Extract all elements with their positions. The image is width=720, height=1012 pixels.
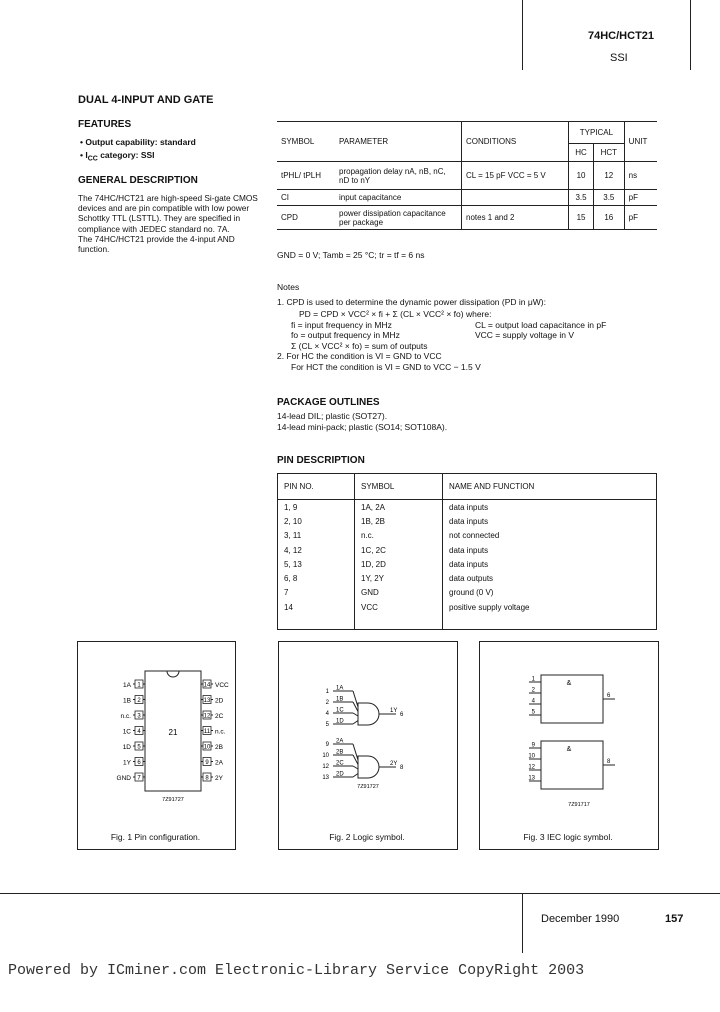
cell: pF — [624, 190, 657, 206]
pin-label: 1C — [122, 728, 131, 736]
pin-table — [277, 473, 657, 630]
cell: CI — [281, 193, 289, 202]
part-number: 74HC/HCT21 — [588, 30, 655, 42]
col-parameter: PARAMETER — [339, 137, 389, 146]
input-wire — [353, 691, 358, 707]
watermark-footer: Powered by ICminer.com Electronic-Library Service CopyRight 2003 — [8, 962, 585, 979]
pin-number: 4 — [325, 711, 329, 717]
cell: 1D, 2D — [355, 557, 443, 571]
chip-label: 21 — [168, 728, 178, 737]
cell: tPHL/ tPLH — [281, 171, 322, 180]
col-symbol: SYMBOL — [355, 474, 443, 500]
pin-label: 2D — [215, 697, 224, 705]
col-unit: UNIT — [624, 122, 657, 162]
feature-item: • Output capability: standard — [80, 137, 196, 147]
pin-label: 2D — [336, 771, 344, 778]
pin-number: 6 — [400, 712, 404, 718]
cell — [462, 190, 569, 206]
cell: 14 — [284, 602, 293, 612]
cell — [443, 614, 657, 629]
pin-number: 1 — [137, 682, 141, 689]
cell: 6, 8 — [284, 574, 298, 584]
cell: input capacitance — [339, 193, 402, 202]
pin-label: 1C — [336, 707, 344, 714]
table-row — [278, 529, 657, 543]
input-wire — [353, 766, 358, 769]
cell — [355, 614, 443, 629]
pin-label: n.c. — [120, 713, 131, 720]
cell: 3, 11 — [284, 531, 302, 541]
cell: 3.5 — [593, 190, 624, 206]
pin-number: 14 — [203, 682, 211, 689]
cell: VCC — [355, 600, 443, 614]
pin-number: 12 — [203, 713, 211, 720]
cell: GND — [355, 586, 443, 600]
family-label: SSI — [610, 52, 628, 64]
cell: positive supply voltage — [443, 600, 657, 614]
pin-label: 1D — [122, 744, 131, 751]
cell: data inputs — [443, 500, 657, 515]
header-rule-right — [690, 0, 691, 70]
fig3-caption: Fig. 3 IEC logic symbol. — [523, 832, 613, 842]
input-wire — [353, 713, 358, 716]
package-heading: PACKAGE OUTLINES — [277, 397, 380, 408]
table-row — [278, 543, 657, 557]
pin-label: 1Y — [390, 708, 398, 714]
cell: 2, 10 — [284, 516, 302, 526]
pin-label: 1D — [336, 718, 344, 725]
fig1-caption: Fig. 1 Pin configuration. — [110, 832, 201, 842]
cell: CL = 15 pF VCC = 5 V — [462, 162, 569, 190]
cell: ground (0 V) — [443, 586, 657, 600]
pin-number: 4 — [531, 698, 535, 705]
cell: data inputs — [443, 557, 657, 571]
bottom-rule — [0, 893, 720, 894]
package-line: 14-lead mini-pack; plastic (SO14; SOT108A). — [277, 422, 448, 432]
figure-code: 7Z91727 — [162, 797, 184, 803]
ic-notch — [167, 671, 179, 677]
cell: 7 — [284, 588, 289, 598]
pindesc-heading: PIN DESCRIPTION — [277, 455, 365, 466]
pin-number: 6 — [137, 760, 141, 766]
input-wire — [353, 774, 358, 778]
col-pin-no: PIN NO. — [284, 482, 314, 491]
pin-number: 13 — [322, 775, 329, 781]
cell: pF — [624, 206, 657, 230]
pin-label: 1A — [123, 682, 131, 689]
pin-number: 10 — [528, 753, 535, 760]
fig3-diagram — [479, 641, 657, 811]
pin-label: 1A — [336, 685, 344, 692]
col-hct: HCT — [593, 144, 624, 162]
and-symbol: & — [566, 746, 572, 753]
pin-number: 8 — [400, 765, 404, 771]
cell: 15 — [569, 206, 594, 230]
pin-number: 8 — [205, 775, 209, 782]
pin-number: 5 — [325, 722, 329, 728]
cell: 10 — [569, 162, 594, 190]
pin-label: GND — [116, 775, 131, 782]
cell: propagation delay nA, nB, nC, nD to nY — [339, 166, 446, 185]
general-heading: GENERAL DESCRIPTION — [78, 175, 198, 186]
and-gate — [358, 703, 379, 725]
spec-table — [277, 121, 657, 230]
pin-number: 10 — [203, 744, 211, 751]
cell: 1Y, 2Y — [355, 571, 443, 585]
pin-number: 10 — [322, 753, 329, 759]
table-row — [278, 600, 657, 614]
table-row — [278, 586, 657, 600]
cell: data inputs — [443, 543, 657, 557]
cell: ns — [624, 162, 657, 190]
pin-number: 1 — [325, 689, 329, 695]
general-description: The 74HC/HCT21 are high-speed Si-gate CMOS devices and are pin compatible with low power Schottky TTL (LSTTL). They are specified in compliance with JEDEC standard no. 7A. The 74HC/HCT21 provide the 4-input AND function. — [78, 193, 258, 255]
col-symbol: SYMBOL — [281, 137, 315, 146]
cell: CPD — [281, 213, 298, 222]
conditions-line: GND = 0 V; Tamb = 25 °C; tr = tf = 6 ns — [277, 250, 425, 260]
table-row — [278, 557, 657, 571]
cell: 1C, 2C — [355, 543, 443, 557]
feature-item: • $I_{CC}$ category: SSI — [80, 150, 155, 163]
cell — [278, 614, 355, 629]
col-hc: HC — [569, 144, 594, 162]
pin-number: 6 — [607, 693, 611, 699]
cell: 16 — [593, 206, 624, 230]
fig2-diagram — [278, 641, 456, 811]
pin-number: 5 — [531, 709, 535, 716]
col-conditions: CONDITIONS — [462, 122, 569, 162]
page-title: DUAL 4-INPUT AND GATE — [78, 94, 214, 106]
pin-number: 7 — [137, 775, 141, 782]
fig1-diagram — [77, 641, 234, 811]
cell: 1B, 2B — [355, 514, 443, 528]
cell: power dissipation capacitance per package — [339, 208, 446, 227]
pin-number: 3 — [137, 713, 141, 720]
pin-number: 12 — [322, 764, 329, 770]
input-wire — [353, 721, 358, 725]
pin-label: 2B — [336, 749, 344, 756]
figure-code: 7Z91727 — [357, 784, 379, 790]
pin-label: n.c. — [215, 728, 226, 736]
fig2-caption: Fig. 2 Logic symbol. — [329, 832, 405, 842]
cell: data outputs — [443, 571, 657, 585]
pin-label: 2C — [336, 760, 344, 767]
bottom-rule-vertical — [522, 893, 523, 953]
pin-number: 13 — [203, 698, 211, 704]
features-heading: FEATURES — [78, 119, 132, 130]
pin-number: 2 — [531, 687, 535, 694]
cell: 4, 12 — [284, 545, 302, 555]
col-typical: TYPICAL — [569, 122, 625, 144]
pin-label: 1Y — [123, 759, 131, 767]
cell: notes 1 and 2 — [462, 206, 569, 230]
package-line: 14-lead DIL; plastic (SOT27). — [277, 411, 388, 421]
pin-label: VCC — [215, 682, 229, 689]
pin-label: 2B — [215, 744, 223, 751]
page-number: 157 — [665, 913, 684, 925]
pin-number: 2 — [325, 700, 329, 706]
pin-number: 13 — [528, 775, 535, 782]
cell: 5, 13 — [284, 559, 302, 569]
cell: not connected — [443, 529, 657, 543]
pin-number: 2 — [137, 698, 141, 704]
pin-number: 9 — [205, 760, 209, 766]
cell: 3.5 — [569, 190, 594, 206]
pin-label: 2A — [336, 738, 344, 745]
cell: data inputs — [443, 514, 657, 528]
header-rule-left — [522, 0, 523, 70]
pin-label: 2Y — [390, 761, 398, 767]
cell: 1A, 2A — [355, 500, 443, 515]
pin-label: 2Y — [215, 775, 223, 782]
cell: 12 — [593, 162, 624, 190]
iec-block — [541, 675, 603, 723]
cell: 1, 9 — [284, 502, 298, 512]
cell: n.c. — [355, 529, 443, 543]
col-function: NAME AND FUNCTION — [443, 474, 657, 500]
pin-number: 9 — [531, 742, 535, 749]
pin-number: 9 — [325, 742, 329, 748]
pin-number: 12 — [528, 764, 535, 771]
iec-block — [541, 741, 603, 789]
and-gate — [358, 756, 379, 778]
pin-number: 8 — [607, 759, 611, 765]
pin-number: 5 — [137, 744, 141, 751]
table-row — [278, 500, 657, 515]
pin-number: 4 — [137, 729, 141, 735]
table-row-spacer — [278, 614, 657, 629]
pin-label: 2A — [215, 759, 223, 767]
pin-label: 2C — [215, 713, 224, 720]
pin-label: 1B — [123, 697, 131, 705]
table-row — [278, 514, 657, 528]
notes: Notes 1. CPD is used to determine the dynamic power dissipation (PD in μW): PD = CPD × VCC² × fi + Σ (CL × VCC² × fo) where: fi = input frequency in MHz CL = output load capacitance in pF fo = output frequency in MHz VCC = supply voltage in V Σ (CL × VCC² × fo) = sum of outputs 2. For HC the condition is VI = GND to VCC For HCT the condition is VI = GND to VCC − 1.5 V — [277, 282, 607, 372]
date-label: December 1990 — [541, 913, 620, 925]
pin-label: 1B — [336, 696, 344, 703]
pin-number: 11 — [203, 729, 211, 735]
figure-code: 7Z91717 — [568, 802, 590, 808]
table-row — [278, 571, 657, 585]
pin-number: 1 — [531, 676, 535, 683]
input-wire — [353, 744, 358, 760]
and-symbol: & — [566, 680, 572, 687]
